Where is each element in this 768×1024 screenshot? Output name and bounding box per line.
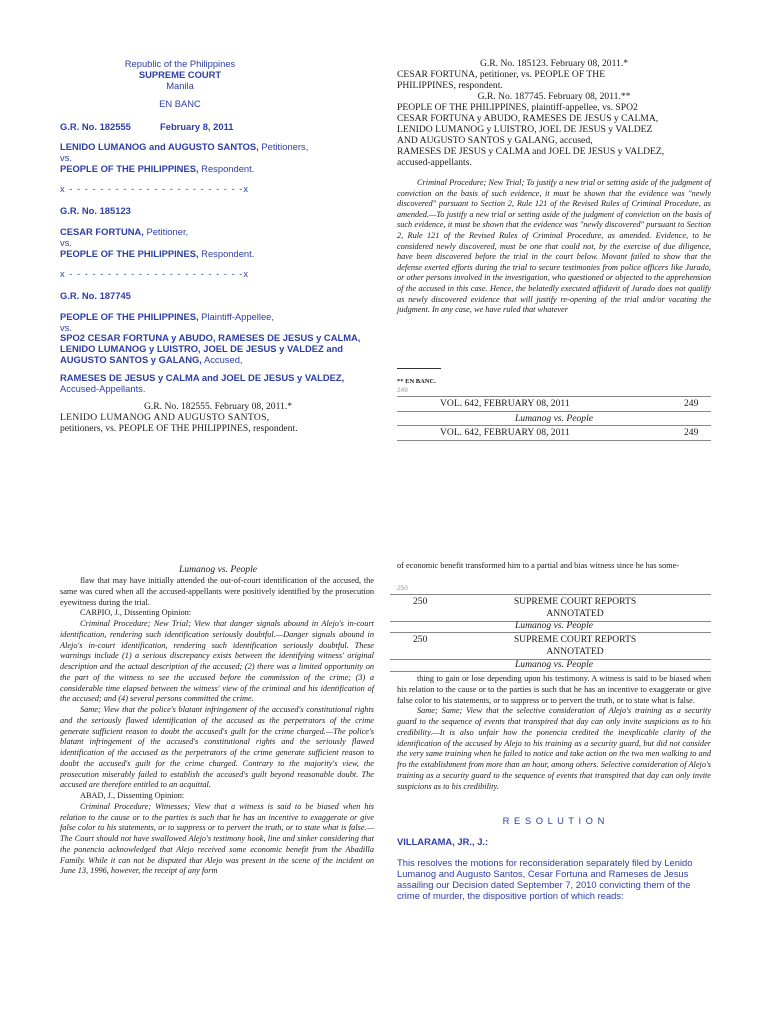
vol-rule-4 <box>397 440 711 441</box>
right-para-same: Same; Same; View that the selective consideration of Alejo's training as a security guard to the sequence of events that transpired that day can only invite suspicions as to his credibility.—It is also unfair how the ponencia credited the inexplicable clarity of the identification of the accused by Alejo to his training as a security guard, but did not consider the very same training when he failed to notice and take action on the two men walking to and fro the establishment from more than an hour, among others. Selective consideration of Alejo's training as a security guard to the sequence of events that transpired that day can only invite suspicions as to his credibility. <box>397 706 711 791</box>
running-title-250b: Lumanog vs. People <box>514 659 594 670</box>
case3-appellants: RAMESES DE JESUS y CALMA and JOEL DE JESUS y VALDEZ, Accused-Appellants. <box>60 372 345 394</box>
left-abad-heading: ABAD, J., Dissenting Opinion: <box>80 791 185 800</box>
separator-2: x - - - - - - - - - - - - - - - - - - - - - - -x <box>60 268 250 279</box>
footnote-en-banc: ** EN BANC. <box>397 378 436 385</box>
right-para-thing: thing to gain or lose depending upon his testimony. A witness is said to be biased when his relation to the cause or to the parties is such that he has an incentive to exaggerate or give false color to his statements, or to suppress or to pervert the truth, or to state what is false. <box>397 674 711 705</box>
vol-line-1: VOL. 642, FEBRUARY 08, 2011 <box>440 398 570 409</box>
case1-number: G.R. No. 182555 <box>60 121 131 132</box>
vol-line-2: VOL. 642, FEBRUARY 08, 2011 <box>440 427 570 438</box>
vol-rule-1 <box>397 396 711 397</box>
running-title-left: Lumanog vs. People <box>178 564 258 575</box>
case1-petitioners: LENIDO LUMANOG and AUGUSTO SANTOS, Petitioners, <box>60 141 309 152</box>
scan-case3-line3: LENIDO LUMANOG y LUISTRO, JOEL DE JESUS y VALDEZ <box>397 124 653 135</box>
scan-case1-respondent: petitioners, vs. PEOPLE OF THE PHILIPPINES, respondent. <box>60 423 298 434</box>
case1-vs: vs. <box>60 152 72 163</box>
running-title-249: Lumanog vs. People <box>514 413 594 424</box>
hdr250-page-2: 250 <box>413 634 428 645</box>
scan-case1-header <box>60 401 376 434</box>
hdr250-title-1b: ANNOTATED <box>546 608 604 619</box>
scan-case1-number: G.R. No. 182555. February 08, 2011.* <box>143 401 293 412</box>
left-para-carpio-2: Same; View that the police's blatant infringement of the accused's constitutional rights and the seriously flawed identification of the accused as the perpetrators of the crime generate sufficient reason to doubt the accused's guilt for the crime charged.—The police's blatant infringement of the accused's constitutional rights and the seriously flawed identification of the accused as the perpetrators of the crime generate sufficient reason to doubt the accused's guilt for the crime charged. Contrary to the majority's view, the prosecution miserably failed to establish the accused's guilt beyond reasonable doubt. The accused are therefore entitled to an acquittal. <box>60 705 374 790</box>
case2-number: G.R. No. 185123 <box>60 205 131 216</box>
case2-respondent: PEOPLE OF THE PHILIPPINES, Respondent. <box>60 248 255 259</box>
scan-case1-parties: LENIDO LUMANOG AND AUGUSTO SANTOS, <box>60 412 270 423</box>
court-name: SUPREME COURT <box>138 69 222 80</box>
case3-vs: vs. <box>60 322 72 333</box>
court-city: Manila <box>166 80 194 91</box>
case2-vs: vs. <box>60 237 72 248</box>
running-title-250a: Lumanog vs. People <box>514 620 594 631</box>
page-250-small: 250 <box>397 585 408 592</box>
resolution-heading: R E S O L U T I O N <box>502 815 606 826</box>
vol-rule-2 <box>397 411 711 412</box>
scan-case3-line5: RAMESES DE JESUS y CALMA and JOEL DE JESUS y VALDEZ, <box>397 146 665 157</box>
hdr250-title-2b: ANNOTATED <box>546 646 604 657</box>
vol-page-1: 249 <box>684 398 699 409</box>
scan-case3-number: G.R. No. 187745. February 08, 2011.** <box>477 91 631 102</box>
syllabus-newtrial: Criminal Procedure; New Trial; To justify a new trial or setting aside of the judgment of conviction on the basis of such evidence, it must be shown that the evidence was "newly discovered" pursuant to Section 2, Rule 121 of the Revised Rules of Criminal Procedure, as amended.—To justify a new trial or setting aside of the judgment of conviction on the basis of such evidence, it must be shown that the evidence was "newly discovered" pursuant to Section 2, Rule 121 of the Revised Rules of Criminal Procedure, as amended. Evidence, to be considered newly discovered, must be one that could not, by the exercise of due diligence, have been discovered before the trial in the court below. Movant failed to show that the defense exerted efforts during the trial to secure testimonies from police officers like Jurado, or other persons involved in the investigation, who questioned or objected to the apprehension of the accused in this case. Hence, the belatedly executed affidavit of Jurado does not qualify as newly discovered evidence that will justify re-opening of the trial and/or vacating the judgment. In any case, we have ruled that whatever <box>397 178 712 315</box>
hdr250-title-1a: SUPREME COURT REPORTS <box>513 596 637 607</box>
right-bottom-body <box>397 674 711 792</box>
scan-right-header <box>397 58 711 168</box>
left-para-abad: Criminal Procedure; Witnesses; View that a witness is said to be biased when his relation to the cause or to the parties is such that he has an incentive to exaggerate or give false color to his statements, or to suppress or to pervert the truth, or to state what is false.—The Court should not have swallowed Alejo's testimony hook, line and sinker considering that the ponencia acknowledged that Alejo received some economic benefit from the Abadilla Family. While it can not be disputed that Alejo was present in the scene of the incident on June 13, 1996, however, the receipt of any form <box>60 801 374 876</box>
vol-rule-3 <box>397 425 711 426</box>
left-bottom-body <box>60 576 374 877</box>
scan-case3-line1: PEOPLE OF THE PHILIPPINES, plaintiff-appellee, vs. SPO2 <box>397 102 638 113</box>
case2-petitioner: CESAR FORTUNA, Petitioner, <box>60 226 189 237</box>
case3-accused: SPO2 CESAR FORTUNA y ABUDO, RAMESES DE JESUS y CALMA, LENIDO LUMANOG y LUISTRO, JOEL DE JESUS y VALDEZ and AUGUSTO SANTOS y GALANG, Accused, <box>60 332 361 365</box>
scan-case3-line2: CESAR FORTUNA y ABUDO, RAMESES DE JESUS y CALMA, <box>397 113 659 124</box>
scan-case3-line4: AND AUGUSTO SANTOS y GALANG, accused, <box>397 135 593 146</box>
hdr250-title-2a: SUPREME COURT REPORTS <box>513 634 637 645</box>
case3-plaintiff: PEOPLE OF THE PHILIPPINES, Plaintiff-Appellee, <box>60 311 274 322</box>
page-249-small: 249 <box>397 387 408 394</box>
hdr250-page-1: 250 <box>413 596 428 607</box>
scan-case3-line6: accused-appellants. <box>397 157 472 168</box>
vol-page-2: 249 <box>684 427 699 438</box>
left-carpio-heading: CARPIO, J., Dissenting Opinion: <box>80 608 192 618</box>
scan-case2-parties: CESAR FORTUNA, petitioner, vs. PEOPLE OF THE <box>397 69 606 80</box>
left-para-carpio-1: Criminal Procedure; New Trial; View that danger signals abound in Alejo's in-court identification, rendering such identification seriously doubtful.—Danger signals abound in Alejo's in-court identification, rendering such identification seriously doubtful. These warnings include (1) a serious discrepancy exists between the identifying witness' original description and the actual description of the accused; (2) there was a limited opportunity on the part of the witness to see the accused before the commission of the crime; (3) a considerable time elapsed between the witness' view of the criminal and his identification of the accused; and (4) several persons committed the crime. <box>60 619 374 704</box>
hdr250-rule-5 <box>390 671 711 672</box>
division: EN BANC <box>159 98 201 109</box>
ponente: VILLARAMA, JR., J.: <box>397 836 489 847</box>
resolution-opening: This resolves the motions for reconsideration separately filed by Lenido Lumanog and Augusto Santos, Cesar Fortuna and Rameses de Jesus assailing our Decision dated September 7, 2010 convicting them of the crime of murder, the dispositive portion of which reads: <box>397 857 693 901</box>
hdr250-rule-1 <box>390 594 711 595</box>
hdr250-title-2 <box>470 634 680 658</box>
scan-case2-respondent: PHILIPPINES, respondent. <box>397 80 503 91</box>
separator-1: x - - - - - - - - - - - - - - - - - - - - - - -x <box>60 183 250 194</box>
case3-number: G.R. No. 187745 <box>60 290 131 301</box>
right-intro: of economic benefit transformed him to a partial and bias witness since he has some- <box>397 561 680 570</box>
case1-respondent: PEOPLE OF THE PHILIPPINES, Respondent. <box>60 163 255 174</box>
republic-line: Republic of the Philippines <box>124 58 236 69</box>
case1-date: February 8, 2011 <box>160 121 234 132</box>
scan-case2-number: G.R. No. 185123. February 08, 2011.* <box>479 58 629 69</box>
hdr250-title-1 <box>470 596 680 620</box>
left-para-flaw: flaw that may have initially attended the out-of-court identification of the accused, the same was cured when all the accused-appellants were positively identified by the prosecution eyewitness during the trial. <box>60 576 374 607</box>
footnote-rule <box>397 368 441 369</box>
hdr250-rule-3 <box>390 632 711 633</box>
